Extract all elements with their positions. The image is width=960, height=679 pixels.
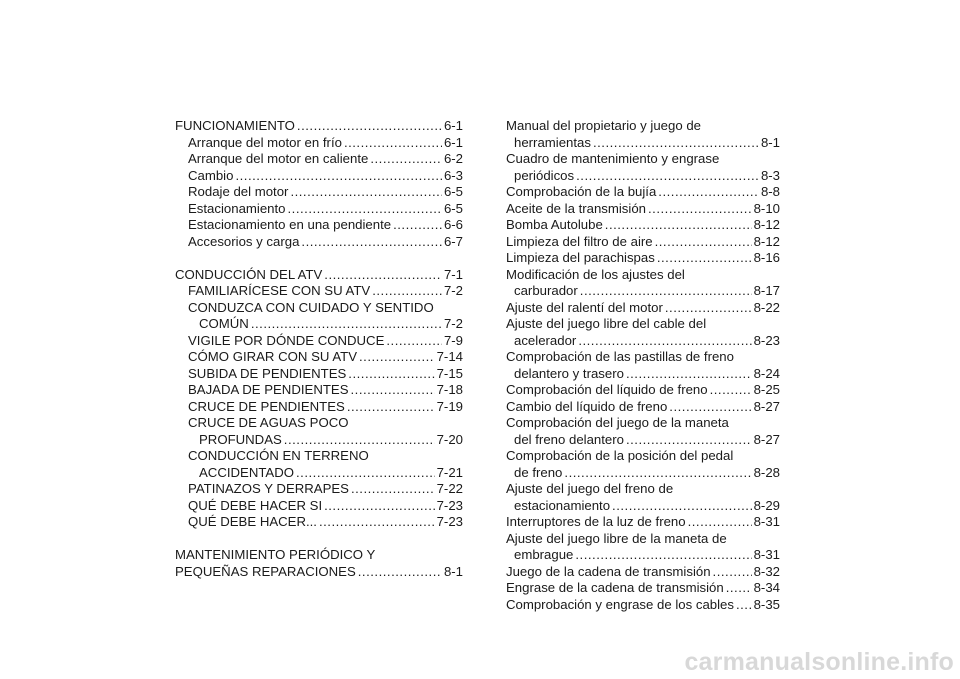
toc-entry-title: ACCIDENTADO [199,464,295,480]
toc-page-number: 8-3 [760,167,780,183]
toc-entry[interactable] [175,432,463,449]
toc-entry[interactable] [175,382,463,399]
toc-leader-dots [736,597,752,614]
toc-leader-dots [372,283,442,300]
toc-entry-title: acelerador [514,332,577,348]
toc-page-number: 8-12 [753,233,780,249]
toc-right-column [506,118,780,613]
toc-leader-dots [648,201,752,218]
toc-entry[interactable] [175,184,463,201]
toc-entry [506,267,780,284]
toc-page-number: 6-6 [443,217,463,232]
toc-leader-dots [351,382,435,399]
toc-leader-dots [688,514,752,531]
toc-entry[interactable] [506,564,780,581]
toc-leader-dots [319,514,435,531]
toc-page-number: 8-12 [753,217,780,232]
toc-entry-title: FAMILIARÍCESE CON SU ATV [188,283,371,298]
toc-page-number: 6-5 [443,184,463,199]
toc-left-column [175,118,463,580]
toc-page-number: 8-16 [753,250,780,265]
toc-leader-dots [575,547,751,564]
toc-page-number: 7-15 [436,365,463,381]
toc-page-number: 7-23 [436,497,463,513]
toc-entry[interactable] [175,349,463,366]
toc-entry-title: PATINAZOS Y DERRAPES [188,481,349,496]
toc-entry[interactable] [175,316,463,333]
toc-leader-dots [576,168,759,185]
toc-leader-dots [344,135,442,152]
toc-entry-title: Comprobación de las pastillas de freno [506,349,734,364]
toc-page-number: 6-1 [443,134,463,150]
toc-entry-title: Arranque del motor en caliente [188,151,369,166]
toc-leader-dots [284,432,435,449]
toc-page-number: 7-2 [443,316,463,331]
toc-page-number: 6-2 [443,151,463,166]
toc-page-number: 8-29 [753,497,780,513]
toc-leader-dots [658,184,759,201]
toc-entry-title: Ajuste del juego libre de la maneta de [506,530,727,546]
toc-entry-title: embrague [514,547,574,562]
toc-entry-title: Accesorios y carga [188,233,300,249]
toc-page-number: 8-17 [753,283,780,298]
toc-entry-title: Comprobación de la bujía [506,184,657,199]
toc-entry-title: del freno delantero [514,431,624,447]
toc-leader-dots [351,481,435,498]
toc-page-number: 6-3 [443,167,463,183]
toc-leader-dots [251,316,442,333]
toc-section-gap [175,250,463,267]
toc-entry [506,531,780,548]
toc-entry-title: MANTENIMIENTO PERIÓDICO Y [175,547,376,562]
toc-entry-title: CRUCE DE AGUAS POCO [188,415,349,430]
toc-page-number: 8-22 [753,299,780,315]
toc-entry-title: Interruptores de la luz de freno [506,514,686,529]
toc-page-number: 6-5 [443,200,463,216]
toc-entry[interactable] [506,382,780,399]
toc-page-number: 7-18 [436,382,463,397]
toc-leader-dots [612,498,752,515]
toc-entry[interactable] [506,465,780,482]
toc-entry[interactable] [175,234,463,251]
toc-entry[interactable] [506,201,780,218]
toc-leader-dots [359,349,435,366]
toc-entry-title: PEQUEÑAS REPARACIONES [175,563,356,579]
toc-entry-title: Limpieza del parachispas [506,250,655,265]
toc-entry[interactable] [506,547,780,564]
toc-entry-title: CONDUZCA CON CUIDADO Y SENTIDO [188,299,434,315]
toc-entry-title: CONDUCCIÓN EN TERRENO [188,448,369,463]
toc-entry[interactable] [175,564,463,581]
toc-entry[interactable] [506,168,780,185]
toc-entry-title: Bomba Autolube [506,217,603,232]
toc-page-number: 8-31 [753,547,780,562]
toc-page-number: 6-7 [443,233,463,249]
toc-leader-dots [235,168,441,185]
toc-entry-title: BAJADA DE PENDIENTES [188,382,349,397]
toc-leader-dots [578,333,751,350]
toc-leader-dots [655,234,752,251]
toc-leader-dots [347,399,435,416]
toc-entry-title: Estacionamiento en una pendiente [188,217,392,232]
toc-leader-dots [348,366,434,383]
toc-leader-dots [564,465,751,482]
toc-leader-dots [290,184,442,201]
toc-leader-dots [657,250,752,267]
toc-entry-title: delantero y trasero [514,365,624,381]
toc-entry-title: Arranque del motor en frío [188,134,342,150]
watermark: carmanualsonline.info [684,648,954,676]
toc-entry [175,448,463,465]
toc-leader-dots [626,432,752,449]
toc-entry-title: Comprobación del líquido de freno [506,382,708,397]
toc-entry-title: periódicos [514,167,575,183]
toc-entry[interactable] [506,498,780,515]
toc-entry-title: Comprobación del juego de la maneta [506,415,729,430]
toc-entry-title: Aceite de la transmisión [506,200,647,216]
toc-leader-dots [296,465,435,482]
toc-entry[interactable] [175,481,463,498]
toc-entry[interactable] [175,465,463,482]
toc-page-number: 8-31 [753,514,780,529]
toc-entry[interactable] [175,217,463,234]
toc-page-number: 8-25 [753,382,780,397]
toc-entry-title: Ajuste del juego libre del cable del [506,316,707,331]
toc-entry-title: VIGILE POR DÓNDE CONDUCE [188,332,385,348]
toc-leader-dots [358,564,442,581]
toc-entry[interactable] [175,135,463,152]
toc-leader-dots [288,201,442,218]
toc-entry [506,481,780,498]
toc-entry[interactable] [506,580,780,597]
toc-leader-dots [301,234,442,251]
toc-entry-title: Ajuste del juego del freno de [506,481,674,496]
toc-entry[interactable] [175,118,463,135]
toc-entry-title: CONDUCCIÓN DEL ATV [175,266,323,282]
toc-entry[interactable] [175,267,463,284]
toc-entry [506,118,780,135]
toc-entry[interactable] [175,366,463,383]
toc-entry-title: carburador [514,283,578,298]
toc-entry-title: Limpieza del filtro de aire [506,233,653,249]
toc-entry-title: Comprobación de la posición del pedal [506,448,734,463]
toc-page-number: 7-22 [436,481,463,496]
toc-page-number: 6-1 [443,118,463,133]
toc-section-gap [175,531,463,548]
toc-entry[interactable] [506,399,780,416]
toc-entry-title: COMÚN [199,316,249,331]
toc-entry-title: Cambio [188,167,234,183]
toc-page-number: 7-19 [436,398,463,414]
toc-entry-title: de freno [514,464,563,480]
toc-leader-dots [324,267,442,284]
toc-entry-title: Estacionamiento [188,200,286,216]
toc-entry[interactable] [506,234,780,251]
toc-entry [175,300,463,317]
toc-page-number: 7-21 [436,464,463,480]
toc-leader-dots [726,580,752,597]
toc-entry[interactable] [506,333,780,350]
toc-page-number: 8-27 [753,431,780,447]
toc-page-number: 7-1 [443,266,463,282]
toc-entry [506,415,780,432]
toc-entry[interactable] [175,399,463,416]
toc-entry-title: Cambio del líquido de freno [506,398,668,414]
toc-page-number: 8-35 [753,596,780,612]
toc-page-number: 8-32 [753,563,780,579]
toc-leader-dots [713,564,752,581]
toc-entry-title: Rodaje del motor [188,184,289,199]
toc-entry[interactable] [175,201,463,218]
toc-entry [506,151,780,168]
toc-entry[interactable] [506,514,780,531]
toc-entry [175,547,463,564]
toc-entry-title: Ajuste del ralentí del motor [506,299,663,315]
toc-entry-title: Cuadro de mantenimiento y engrase [506,151,720,166]
toc-page-number: 7-2 [443,283,463,298]
toc-leader-dots [710,382,752,399]
toc-page-number: 8-8 [760,184,780,199]
toc-entry[interactable] [175,514,463,531]
toc-leader-dots [605,217,752,234]
toc-entry-title: Comprobación y engrase de los cables [506,596,734,612]
toc-leader-dots [386,333,442,350]
toc-entry[interactable] [175,498,463,515]
toc-leader-dots [626,366,752,383]
toc-entry-title: PROFUNDAS [199,431,282,447]
toc-entry[interactable] [175,283,463,300]
toc-entry[interactable] [175,151,463,168]
toc-page-number: 7-23 [436,514,463,529]
toc-leader-dots [669,399,751,416]
toc-page-number: 7-14 [436,349,463,364]
toc-entry[interactable] [506,135,780,152]
toc-leader-dots [297,118,442,135]
toc-leader-dots [593,135,759,152]
toc-entry-title: SUBIDA DE PENDIENTES [188,365,347,381]
toc-entry[interactable] [506,283,780,300]
toc-entry-title: CÓMO GIRAR CON SU ATV [188,349,358,364]
toc-entry[interactable] [175,168,463,185]
toc-entry-title: Modificación de los ajustes del [506,266,685,282]
toc-entry-title: QUÉ DEBE HACER... [188,514,317,529]
toc-entry[interactable] [506,184,780,201]
toc-entry-title: herramientas [514,134,591,150]
toc-entry-title: FUNCIONAMIENTO [175,118,295,133]
toc-page-number: 8-1 [443,563,463,579]
toc-page-number: 8-1 [760,134,780,150]
toc-page-number: 8-10 [753,200,780,216]
toc-entry-title: Manual del propietario y juego de [506,118,702,133]
toc-entry-title: estacionamiento [514,497,611,513]
toc-leader-dots [370,151,442,168]
toc-entry[interactable] [506,250,780,267]
toc-entry [506,349,780,366]
toc-leader-dots [393,217,442,234]
toc-entry[interactable] [506,217,780,234]
toc-entry[interactable] [506,366,780,383]
toc-entry[interactable] [506,432,780,449]
toc-page-number: 8-28 [753,464,780,480]
toc-page-number: 8-34 [753,580,780,595]
toc-entry[interactable] [506,597,780,614]
toc-page-number: 8-27 [753,398,780,414]
toc-page-number: 7-9 [443,332,463,348]
toc-entry [506,448,780,465]
toc-page-number: 8-24 [753,365,780,381]
toc-entry[interactable] [175,333,463,350]
toc-page-number: 8-23 [753,332,780,348]
toc-leader-dots [324,498,434,515]
toc-entry [506,316,780,333]
toc-entry [175,415,463,432]
toc-leader-dots [580,283,752,300]
toc-leader-dots [665,300,752,317]
toc-entry-title: Engrase de la cadena de transmisión [506,580,724,595]
toc-entry[interactable] [506,300,780,317]
toc-page-number: 7-20 [436,431,463,447]
toc-entry-title: CRUCE DE PENDIENTES [188,398,345,414]
toc-entry-title: Juego de la cadena de transmisión [506,563,711,579]
toc-entry-title: QUÉ DEBE HACER SI [188,497,323,513]
